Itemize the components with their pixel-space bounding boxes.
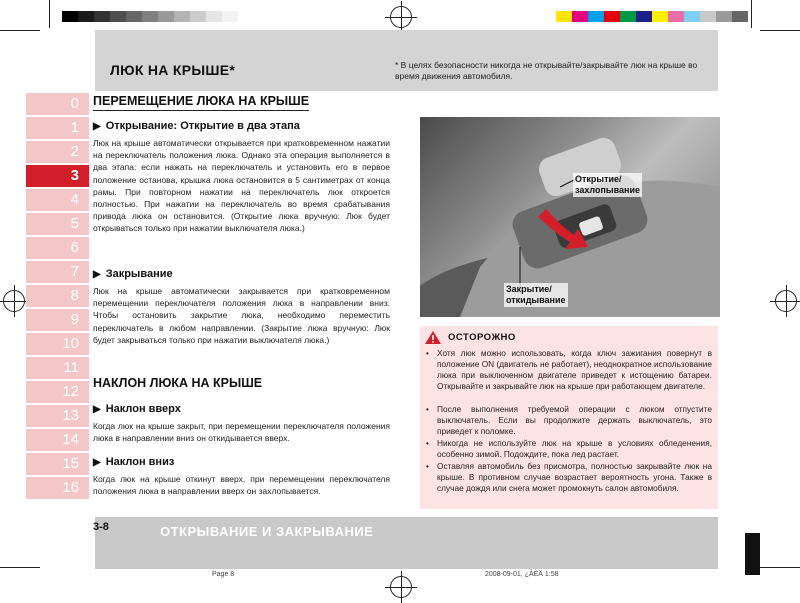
registration-mark-bottom xyxy=(390,576,412,598)
subheading-tilt-down-label: Наклон вниз xyxy=(105,456,175,468)
triangle-bullet-icon: ▶ xyxy=(93,269,101,280)
triangle-bullet-icon: ▶ xyxy=(93,457,101,468)
warning-item-text: После выполнения требуемой операции с люком отпустите выключатель. Если вы продолжите держать выключатель, это приведет к поломке. xyxy=(437,404,712,436)
overhead-console-illustration xyxy=(420,117,720,317)
bullet-icon: • xyxy=(426,461,429,471)
crop-mark xyxy=(0,30,40,31)
slug-page: Page 8 xyxy=(212,571,235,578)
subheading-open xyxy=(93,120,300,132)
subheading-close-label: Закрывание xyxy=(105,268,173,280)
sunroof-switch-photo xyxy=(420,117,720,317)
paragraph-open: Люк на крыше автоматически открывается при кратковременном нажатии на переключатель положения люка. Однако эта операция выполняется в два этапа: если нажать на переключатель и установить его в первое положение останова, крышка люка остановится в 5 сантиметрах от конца рамы. При повторном нажатии на переключатель люк откроется полностью. При нажатии на переключатель во время срабатывания привода люка он остановится. (Открытие люка вручную: Люк будет открываться только при нажатии выключателя люка.) xyxy=(93,138,390,234)
label-close-switch: Закрытие/ откидывание xyxy=(506,284,566,305)
chapter-tab-3[interactable]: 3 xyxy=(26,165,89,187)
subheading-tilt-up xyxy=(93,403,181,415)
subheading-tilt-up-label: Наклон вверх xyxy=(105,403,181,415)
chapter-tab-4[interactable]: 4 xyxy=(26,189,89,211)
thumb-index-block xyxy=(745,533,760,575)
safety-note: * В целях безопасности никогда не открывайте/закрывайте люк на крыше во время движения автомобиля. xyxy=(395,60,698,81)
page-title: ЛЮК НА КРЫШЕ* xyxy=(110,62,236,78)
section-heading-move: ПЕРЕМЕЩЕНИЕ ЛЮКА НА КРЫШЕ xyxy=(93,94,309,111)
bullet-icon: • xyxy=(426,438,429,448)
chapter-tab-6[interactable]: 6 xyxy=(26,237,89,259)
chapter-tab-7[interactable]: 7 xyxy=(26,261,89,283)
chapter-tab-16[interactable]: 16 xyxy=(26,477,89,499)
chapter-tab-5[interactable]: 5 xyxy=(26,213,89,235)
chapter-tab-0[interactable]: 0 xyxy=(26,93,89,115)
chapter-tab-15[interactable]: 15 xyxy=(26,453,89,475)
crop-mark xyxy=(751,0,752,28)
warning-title: ОСТОРОЖНО xyxy=(448,332,516,343)
chapter-tab-12[interactable]: 12 xyxy=(26,381,89,403)
paragraph-close: Люк на крыше автоматически закрывается при кратковременном перемещении переключателя положения люка в направлении вниз. Чтобы остановить закрытие люка, необходимо переместить переключатель в любом направлении. (Закрытие люка вручную: Люк будет закрываться только при нажатии выключателя люка.) xyxy=(93,286,390,345)
bullet-icon: • xyxy=(426,348,429,358)
chapter-tab-1[interactable]: 1 xyxy=(26,117,89,139)
chapter-tab-9[interactable]: 9 xyxy=(26,309,89,331)
crop-mark xyxy=(760,567,800,568)
warning-item xyxy=(426,348,712,392)
registration-mark-top xyxy=(390,6,412,28)
chapter-tab-13[interactable]: 13 xyxy=(26,405,89,427)
warning-icon xyxy=(424,330,442,345)
warning-item-text: Оставляя автомобиль без присмотра, полностью закрывайте люк на крыше. В противном случае возрастает вероятность угона. Также в случае дождя или снега может промокнуть салон автомобиля. xyxy=(437,461,712,493)
chapter-tab-10[interactable]: 10 xyxy=(26,333,89,355)
warning-item xyxy=(426,438,712,460)
warning-item-text: Хотя люк можно использовать, когда ключ зажигания повернут в положение ON (двигатель не работает), неоднократное использование люка при выключенном двигателе приведет к истощению батареи. Открывайте и закрывайте люк на крыше при работающем двигателе. xyxy=(437,348,712,391)
warning-item-text: Никогда не используйте люк на крыше в условиях обледенения, особенно зимой. Подождите, пока лед растает. xyxy=(437,438,712,459)
chapter-tab-2[interactable]: 2 xyxy=(26,141,89,163)
subheading-open-label: Открывание: Открытие в два этапа xyxy=(105,120,300,132)
registration-mark-right xyxy=(775,290,797,312)
page-number: 3-8 xyxy=(93,521,109,533)
chapter-tab-14[interactable]: 14 xyxy=(26,429,89,451)
triangle-bullet-icon: ▶ xyxy=(93,404,101,415)
chapter-tab-8[interactable]: 8 xyxy=(26,285,89,307)
warning-item xyxy=(426,404,712,437)
section-heading-tilt: НАКЛОН ЛЮКА НА КРЫШЕ xyxy=(93,376,263,390)
crop-mark xyxy=(760,30,800,31)
subheading-tilt-down xyxy=(93,456,174,468)
footer-title: ОТКРЫВАНИЕ И ЗАКРЫВАНИЕ xyxy=(160,524,374,539)
bullet-icon: • xyxy=(426,404,429,414)
paragraph-tilt-up: Когда люк на крыше закрыт, при перемещении переключателя положения люка в направлении вниз он откидывается вверх. xyxy=(93,421,390,444)
crop-mark xyxy=(0,567,40,568)
warning-item xyxy=(426,461,712,494)
slug-date: 2008-09-01, ¿ÀÈÄ 1:58 xyxy=(485,571,559,578)
paragraph-tilt-down: Когда люк на крыше откинут вверх, при перемещении переключателя положения люка в направлении вверх он захлопывается. xyxy=(93,474,390,497)
chapter-tab-11[interactable]: 11 xyxy=(26,357,89,379)
triangle-bullet-icon: ▶ xyxy=(93,121,101,132)
registration-mark-left xyxy=(3,290,25,312)
label-open-switch: Открытие/ захлопывание xyxy=(575,174,640,195)
crop-mark xyxy=(49,0,50,28)
subheading-close xyxy=(93,268,173,280)
